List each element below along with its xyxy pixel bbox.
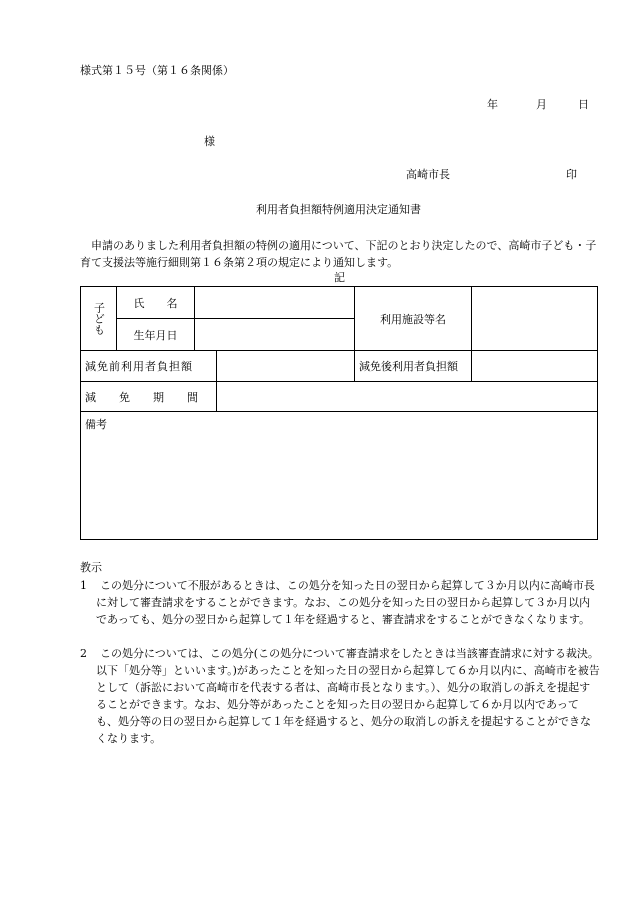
- addressee-suffix: 様: [204, 135, 215, 148]
- birthdate-value: [195, 319, 355, 351]
- name-label: 氏 名: [117, 287, 195, 319]
- after-amount-value: [472, 351, 598, 382]
- before-amount-value: [217, 351, 355, 382]
- issuer-name: 高崎市長: [406, 168, 450, 181]
- form-number: 様式第１５号（第１６条関係）: [80, 64, 234, 77]
- instructions-heading: 教示: [80, 561, 102, 574]
- body-paragraph: 申請のありました利用者負担額の特例の適用について、下記のとおり決定したので、高崎市子ども・子育て支援法等施行細則第１６条第２項の規定により通知します。: [80, 239, 597, 269]
- date-month-label: 月: [536, 98, 547, 111]
- after-amount-label: 減免後利用者負担額: [355, 351, 472, 382]
- document-title: 利用者負担額特例適用決定通知書: [256, 203, 421, 216]
- notes-label: 備考: [81, 412, 598, 540]
- period-value: [217, 382, 598, 412]
- birthdate-label: 生年月日: [117, 319, 195, 351]
- before-amount-label: 減免前利用者負担額: [81, 351, 217, 382]
- instruction-number: 2: [80, 647, 87, 660]
- facility-value: [472, 287, 598, 351]
- instruction-item: [80, 577, 600, 628]
- notice-table: [80, 286, 598, 540]
- instruction-text: この処分については、この処分(この処分について審査請求をしたときは当該審査請求に対する裁決。以下「処分等」といいます。)があったことを知った日の翌日から起算して６か月以内に、高崎市を被告として（訴訟において高崎市を代表する者は、高崎市長となります。）、処分の取消しの訴えを提起することができます。なお、処分等があったことを知った日の翌日から起算して６か月以内であっても、処分等の日の翌日から起算して１年を経過すると、処分の取消しの訴えを提起することができなくなります。: [96, 647, 600, 745]
- instruction-number: 1: [80, 579, 87, 592]
- instruction-text: この処分について不服があるときは、この処分を知った日の翌日から起算して３か月以内に高崎市長に対して審査請求をすることができます。なお、この処分を知った日の翌日から起算して３か月以内であっても、処分の翌日から起算して１年を経過すると、審査請求をすることができなくなります。: [96, 579, 595, 626]
- date-day-label: 日: [578, 98, 589, 111]
- instruction-item: [80, 645, 600, 747]
- seal-mark: 印: [566, 168, 577, 181]
- ki-label: 記: [334, 271, 345, 284]
- facility-label: 利用施設等名: [355, 287, 472, 351]
- date-year-label: 年: [487, 98, 498, 111]
- name-value: [195, 287, 355, 319]
- period-label: 減免期間: [81, 382, 217, 412]
- child-label: 子ども: [81, 287, 117, 351]
